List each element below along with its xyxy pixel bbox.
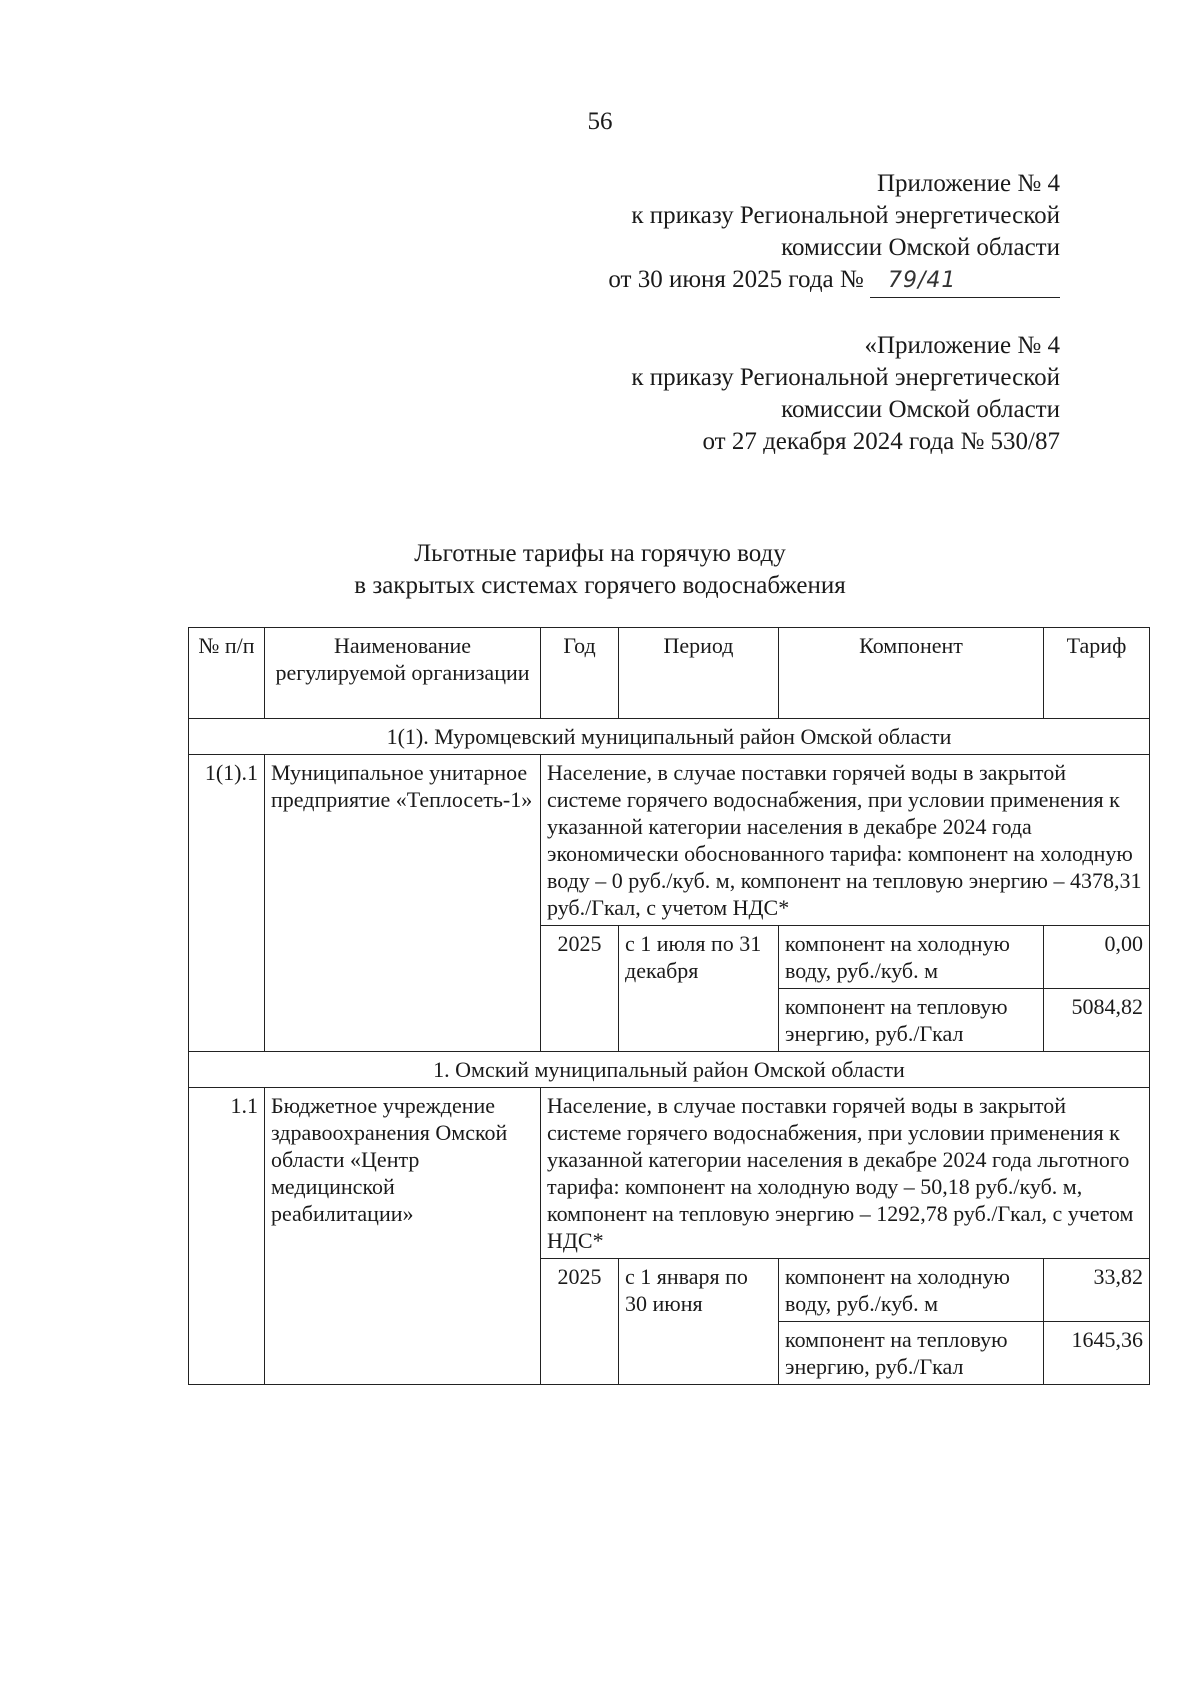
tariff-cell: 0,00: [1044, 926, 1150, 989]
organization-name: Бюджетное учреждение здравоохранения Омской области «Центр медицинской реабилитации»: [265, 1088, 541, 1385]
appendix-line: к приказу Региональной энергетической: [631, 364, 1060, 391]
section-title-row: [189, 1052, 1150, 1088]
row-number: 1.1: [189, 1088, 265, 1385]
header-tariff: Тариф: [1044, 628, 1150, 719]
page-number: 56: [587, 108, 613, 135]
appendix-block-old: [631, 330, 1060, 458]
appendix-line: комиссии Омской области: [781, 396, 1060, 423]
component-cell: компонент на холодную воду, руб./куб. м: [779, 1259, 1044, 1322]
appendix-line: Приложение № 4: [876, 170, 1060, 197]
header-component: Компонент: [779, 628, 1044, 719]
component-cell: компонент на тепловую энергию, руб./Гкал: [779, 989, 1044, 1052]
title-line: в закрытых системах горячего водоснабжения: [354, 572, 846, 599]
document-title: [0, 538, 1200, 602]
appendix-date-line: [608, 264, 1060, 298]
appendix-line: комиссии Омской области: [781, 234, 1060, 261]
title-line: Льготные тарифы на горячую воду: [414, 540, 786, 567]
appendix-line: от 27 декабря 2024 года № 530/87: [702, 428, 1060, 455]
appendix-line: к приказу Региональной энергетической: [631, 202, 1060, 229]
table-row: [189, 1088, 1150, 1259]
year-cell: 2025: [541, 926, 619, 1052]
handwritten-number: 79/41: [888, 268, 957, 293]
header-num: № п/п: [189, 628, 265, 719]
tariff-note: Население, в случае поставки горячей воды в закрытой системе горячего водоснабжения, при условии применения к указанной категории населения в декабре 2024 года льготного тарифа: компонент на холодную воду – 50,18 руб./куб. м, компонент на тепловую энергию – 1292,78 руб./Гкал, с учетом НДС*: [541, 1088, 1150, 1259]
table-header-row: [189, 628, 1150, 719]
period-cell: с 1 января по 30 июня: [619, 1259, 779, 1385]
organization-name: Муниципальное унитарное предприятие «Теплосеть-1»: [265, 755, 541, 1052]
handwritten-number-field: [870, 265, 1060, 298]
header-period: Период: [619, 628, 779, 719]
component-cell: компонент на холодную воду, руб./куб. м: [779, 926, 1044, 989]
appendix-line: «Приложение № 4: [864, 332, 1060, 359]
header-org: Наименование регулируемой организации: [265, 628, 541, 719]
tariff-cell: 1645,36: [1044, 1322, 1150, 1385]
table-row: [189, 755, 1150, 926]
tariff-note: Население, в случае поставки горячей воды в закрытой системе горячего водоснабжения, при условии применения к указанной категории населения в декабре 2024 года экономически обоснованного тарифа: компонент на холодную воду – 0 руб./куб. м, компонент на тепловую энергию – 4378,31 руб./Гкал, с учетом НДС*: [541, 755, 1150, 926]
header-year: Год: [541, 628, 619, 719]
section-title-row: [189, 719, 1150, 755]
tariff-cell: 5084,82: [1044, 989, 1150, 1052]
component-cell: компонент на тепловую энергию, руб./Гкал: [779, 1322, 1044, 1385]
tariff-cell: 33,82: [1044, 1259, 1150, 1322]
section-title: 1. Омский муниципальный район Омской области: [189, 1052, 1150, 1088]
row-number: 1(1).1: [189, 755, 265, 1052]
tariff-table: [188, 627, 1150, 1385]
period-cell: с 1 июля по 31 декабря: [619, 926, 779, 1052]
section-title: 1(1). Муромцевский муниципальный район Омской области: [189, 719, 1150, 755]
appendix-date: от 30 июня 2025 года №: [608, 266, 864, 293]
appendix-block-new: [608, 168, 1060, 298]
year-cell: 2025: [541, 1259, 619, 1385]
